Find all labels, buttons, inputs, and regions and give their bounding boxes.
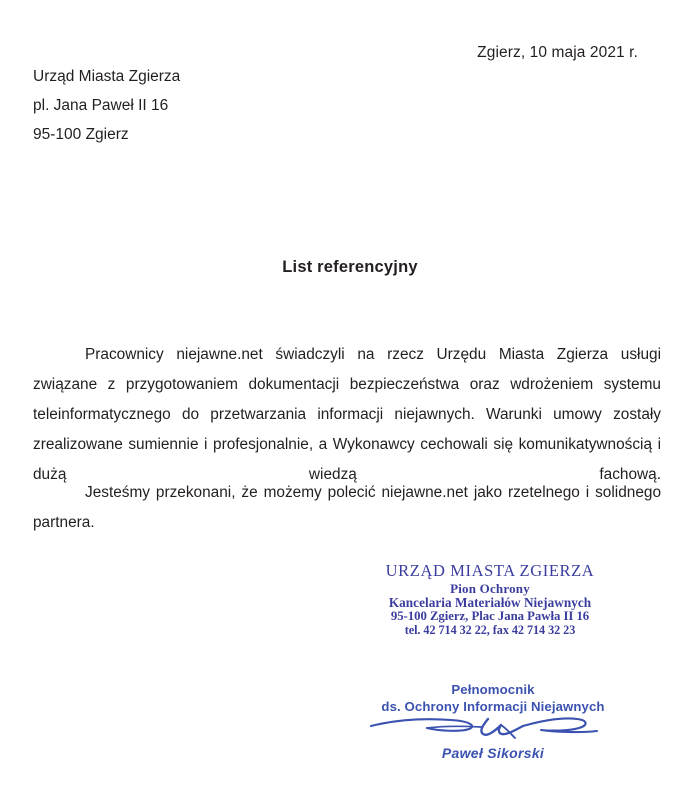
signature-role-line-1: Pełnomocnik (451, 682, 535, 697)
recipient-address-block (33, 62, 180, 149)
recipient-line-3: 95-100 Zgierz (33, 126, 129, 143)
recipient-line-2: pl. Jana Paweł II 16 (33, 97, 169, 114)
stamp-department: Pion Ochrony (450, 580, 530, 596)
stamp-organization-name: URZĄD MIASTA ZGIERZA (385, 561, 595, 580)
official-stamp (381, 563, 599, 636)
stamp-address: 95-100 Zgierz, Plac Jana Pawła II 16 (390, 608, 590, 623)
body-paragraph-1: Pracownicy niejawne.net świadczyli na rzecz Urzędu Miasta Zgierza usługi związane z przygotowaniem dokumentacji bezpieczeństwa oraz wdrożeniem systemu teleinformatycznego do przetwarzania informacji niejawnych. Warunki umowy zostały zrealizowane sumiennie i profesjonalnie, a Wykonawcy cechowali się komunikatywnością i dużą wiedzą fachową. (33, 346, 661, 483)
body-paragraph-2: Jesteśmy przekonani, że możemy polecić niejawne.net jako rzetelnego i solidnego partnera. (33, 484, 661, 531)
stamp-office: Kancelaria Materiałów Niejawnych (388, 594, 592, 610)
signature-name: Paweł Sikorski (441, 745, 545, 761)
stamp-contact: tel. 42 714 32 22, fax 42 714 32 23 (404, 622, 576, 637)
date-line: Zgierz, 10 maja 2021 r. (477, 44, 638, 61)
page-title: List referencyjny (282, 258, 418, 276)
signature-role-line-2: ds. Ochrony Informacji Niejawnych (381, 699, 605, 714)
recipient-line-1: Urząd Miasta Zgierza (33, 68, 181, 85)
body-paragraph-2-container (33, 478, 661, 568)
signature-block (368, 681, 618, 761)
